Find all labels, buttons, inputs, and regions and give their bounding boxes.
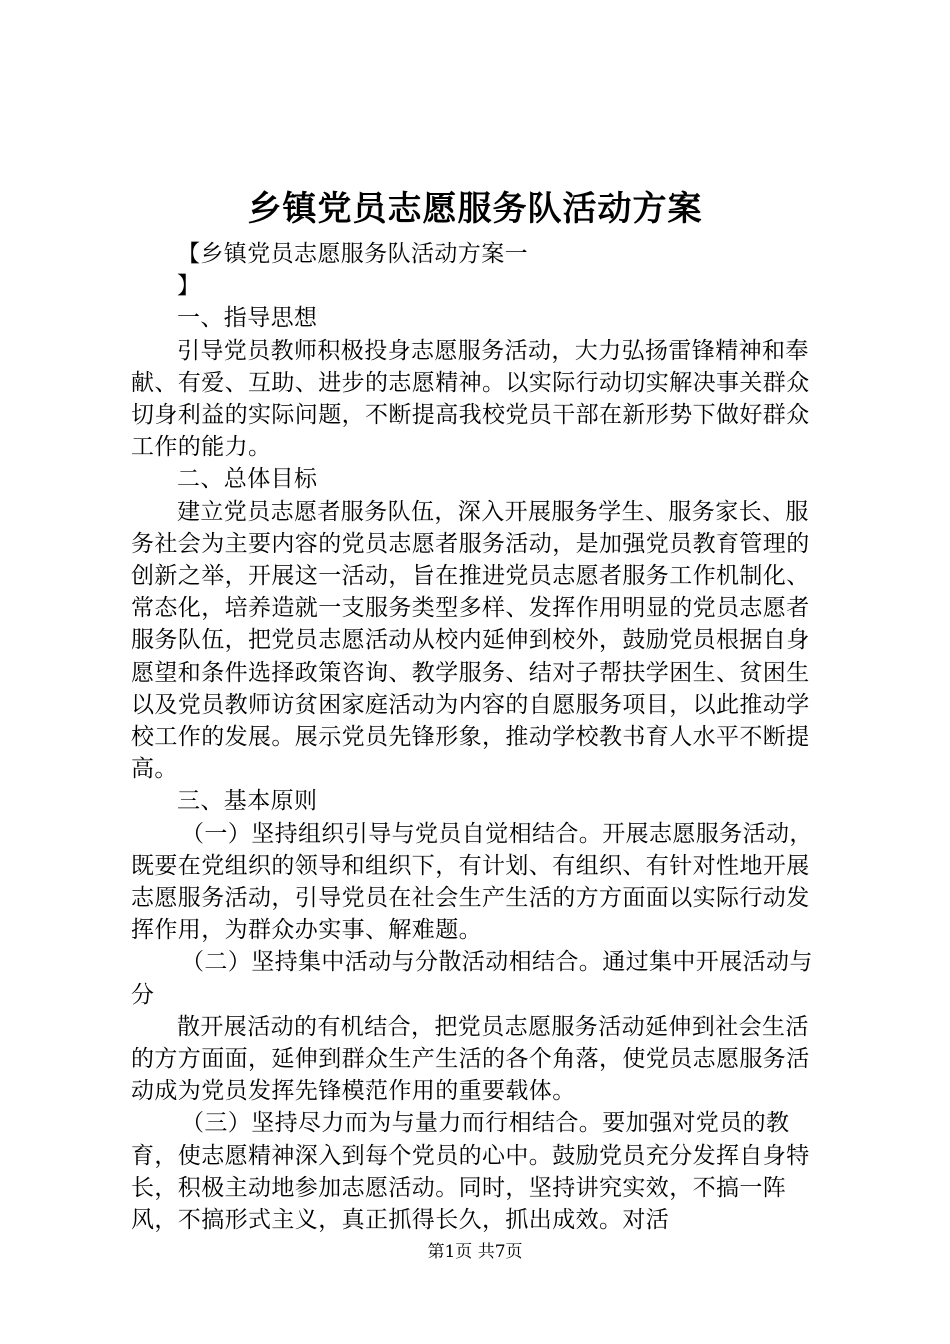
paragraph: （一）坚持组织引导与党员自觉相结合。开展志愿服务活动，既要在党组织的领导和组织下，有计划、有组织、有针对性地开展志愿服务活动，引导党员在社会生产生活的方方面面以实际行动发挥作用，为群众办实事、解难题。 <box>131 820 813 944</box>
section-heading-3: 三、基本原则 <box>177 788 318 815</box>
page-number: 第1页 共7页 <box>427 1242 523 1262</box>
paragraph: 建立党员志愿者服务队伍，深入开展服务学生、服务家长、服务社会为主要内容的党员志愿者服务活动，是加强党员教育管理的创新之举，开展这一活动，旨在推进党员志愿者服务工作机制化、常态化，培养造就一支服务类型多样、发挥作用明显的党员志愿者服务队伍，把党员志愿活动从校内延伸到校外，鼓励党员根据自身愿望和条件选择政策咨询、教学服务、结对子帮扶学困生、贫困生以及党员教师访贫困家庭活动为内容的自愿服务项目，以此推动学校工作的发展。展示党员先锋形象，推动学校教书育人水平不断提高。 <box>131 498 810 783</box>
paragraph: （二）坚持集中活动与分散活动相结合。通过集中开展活动与分 <box>131 949 813 1008</box>
paragraph: 散开展活动的有机结合，把党员志愿服务活动延伸到社会生活的方方面面，延伸到群众生产生活的各个角落，使党员志愿服务活动成为党员发挥先锋模范作用的重要载体。 <box>131 1013 810 1105</box>
document-body <box>131 238 831 1236</box>
section-heading-2: 二、总体目标 <box>177 466 318 493</box>
document-title: 乡镇党员志愿服务队活动方案 <box>247 189 703 229</box>
paragraph: （三）坚持尽力而为与量力而行相结合。要加强对党员的教育，使志愿精神深入到每个党员的心中。鼓励党员充分发挥自身特长，积极主动地参加志愿活动。同时，坚持讲究实效，不搞一阵风，不搞形式主义，真正抓得长久，抓出成效。对活 <box>131 1110 810 1234</box>
subtitle-line: 【乡镇党员志愿服务队活动方案一 <box>177 241 528 267</box>
subtitle-close: 】 <box>177 273 201 300</box>
paragraph: 引导党员教师积极投身志愿服务活动，大力弘扬雷锋精神和奉献、有爱、互助、进步的志愿精神。以实际行动切实解决事关群众切身利益的实际问题，不断提高我校党员干部在新形势下做好群众工作的能力。 <box>131 337 810 461</box>
section-heading-1: 一、指导思想 <box>177 305 318 332</box>
